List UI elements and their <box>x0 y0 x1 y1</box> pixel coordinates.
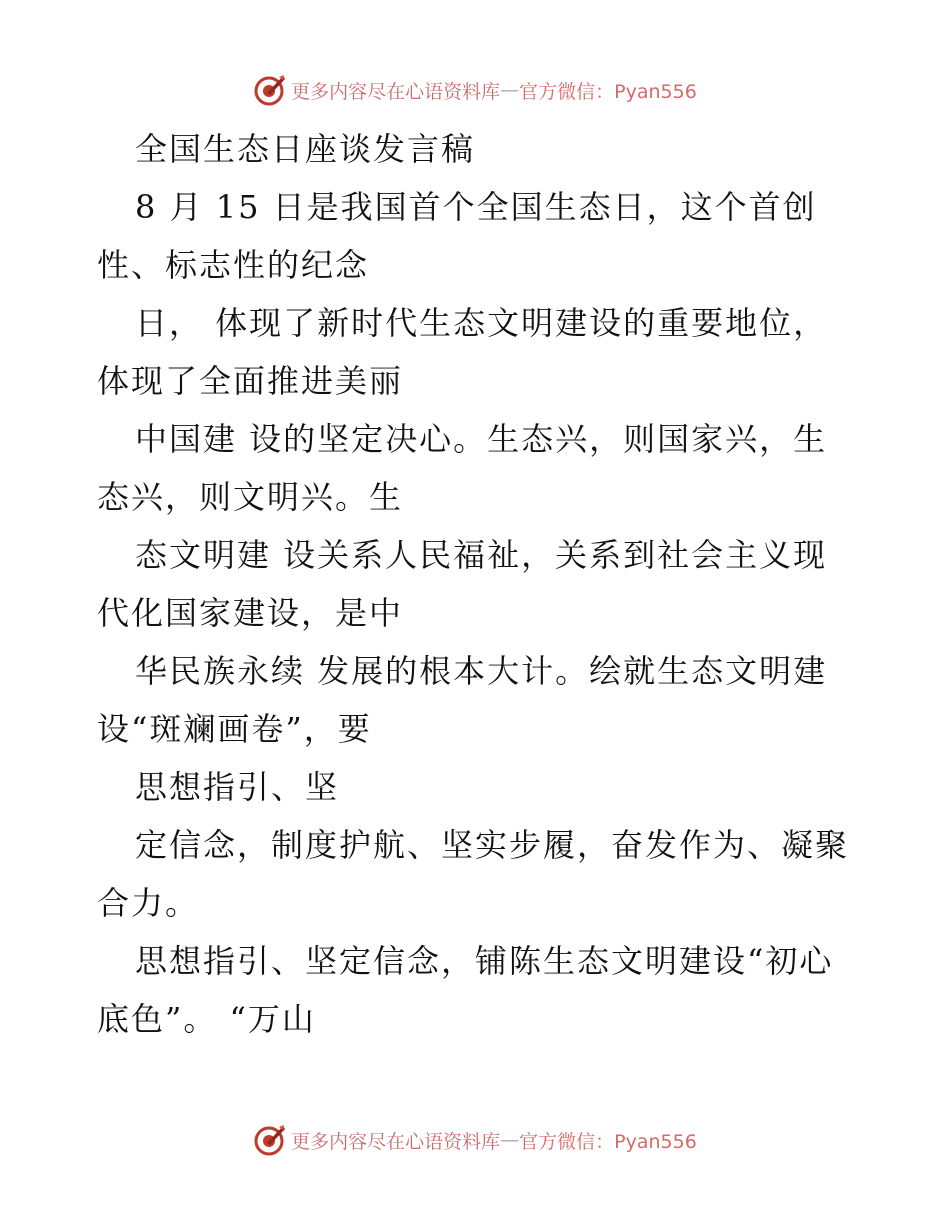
paragraph-line: 思想指引、坚定信念，铺陈生态文明建设“初心 <box>135 942 834 980</box>
paragraph-line: 设“斑斓画卷”，要 <box>97 710 372 748</box>
paragraph-line: 底色”。 “万山 <box>97 1000 316 1038</box>
paragraph-line: 中国建 设的坚定决心。生态兴，则国家兴，生 <box>135 420 828 458</box>
banner-contact: 官方微信：Pyan556 <box>519 1130 697 1153</box>
paragraph-line: 定信念，制度护航、坚实步履，奋发作为、凝聚 <box>135 826 850 864</box>
document-body <box>97 120 857 1048</box>
header-banner <box>0 70 950 110</box>
paragraph-line: 态兴，则文明兴。生 <box>97 478 404 516</box>
footer-banner <box>0 1120 950 1160</box>
banner-dash: — <box>500 79 520 101</box>
paragraph-line: 代化国家建设，是中 <box>97 594 404 632</box>
paragraph-line: 性、标志性的纪念 <box>97 246 370 284</box>
paragraph-line: 思想指引、坚 <box>135 768 340 806</box>
banner-dash: — <box>500 1129 520 1151</box>
paragraph-line: 合力。 <box>97 884 200 922</box>
banner-text: 更多内容尽在心语资料库 <box>291 80 501 103</box>
document-title: 全国生态日座谈发言稿 <box>135 130 476 168</box>
paragraph-line: 态文明建 设关系人民福祉，关系到社会主义现 <box>135 536 828 574</box>
paragraph-line: 体现了全面推进美丽 <box>97 362 404 400</box>
quill-in-circle-icon <box>253 1123 287 1157</box>
banner-text: 更多内容尽在心语资料库 <box>291 1130 501 1153</box>
paragraph-line: 华民族永续 发展的根本大计。绘就生态文明建 <box>135 652 828 690</box>
paragraph-line: 8 月 15 日是我国首个全国生态日，这个首创 <box>135 188 817 226</box>
quill-in-circle-icon <box>253 73 287 107</box>
paragraph-line: 日， 体现了新时代生态文明建设的重要地位， <box>135 304 828 342</box>
banner-contact: 官方微信：Pyan556 <box>519 80 697 103</box>
